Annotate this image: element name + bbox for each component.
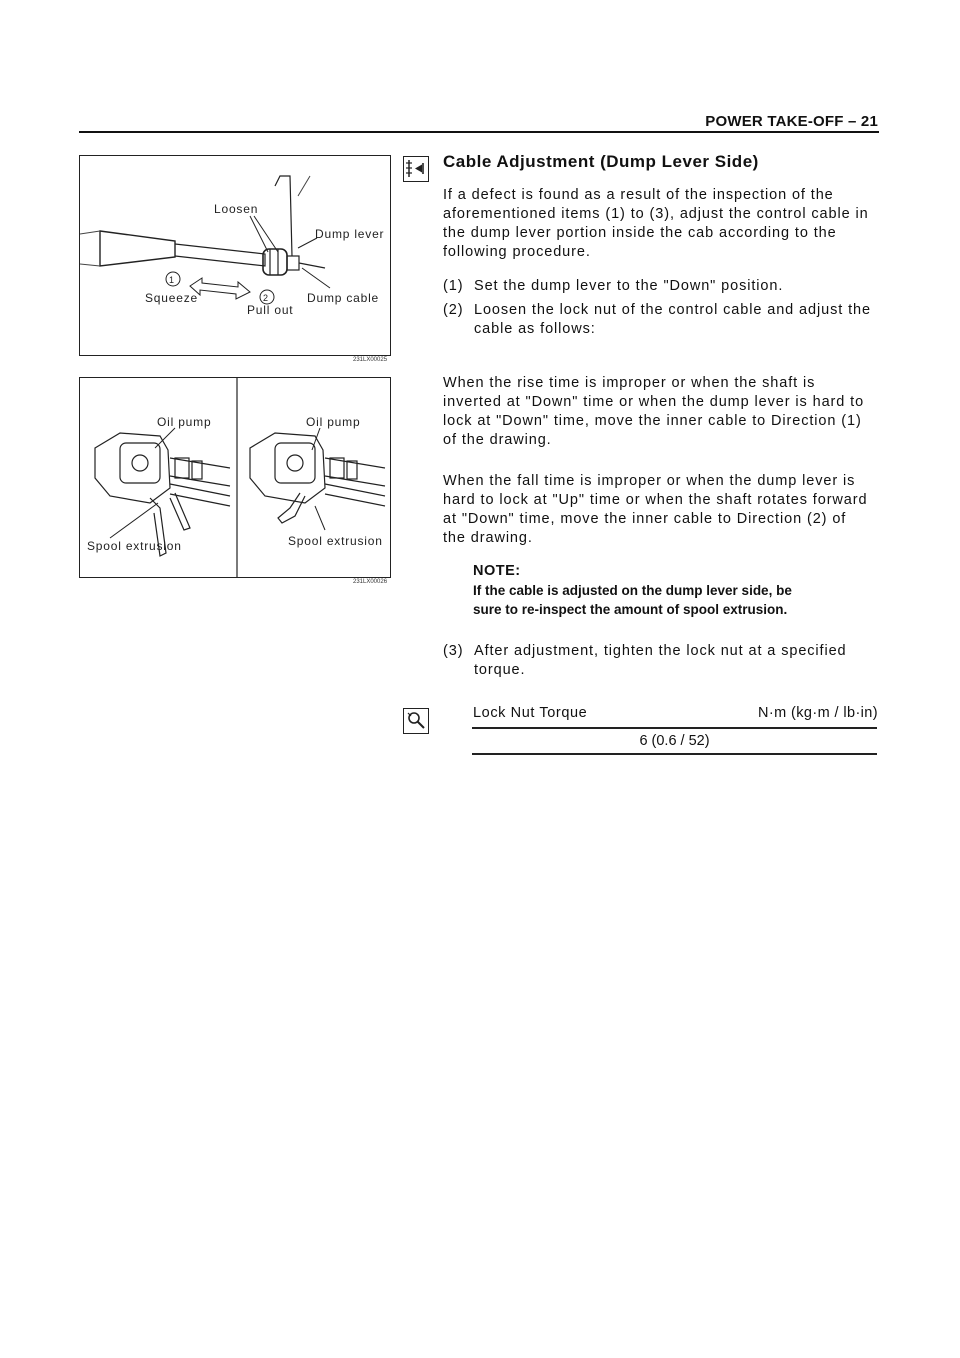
torque-value: 6 (0.6 / 52) xyxy=(639,733,710,749)
intro-line: If a defect is found as a result of the inspection of the xyxy=(443,187,834,203)
fall-line: hard to lock at "Up" time or when the shaft rotates forward xyxy=(443,492,868,508)
rise-line: lock at "Down" time, move the inner cable to Direction (1) xyxy=(443,413,862,429)
rise-line: When the rise time is improper or when the shaft is xyxy=(443,375,816,391)
figure-dump-lever-drawing xyxy=(80,156,390,355)
rise-line: of the drawing. xyxy=(443,432,552,448)
intro-line: the dump lever portion inside the cab according to the xyxy=(443,225,837,241)
figure-dump-lever xyxy=(79,155,391,356)
torque-table-rule-top xyxy=(472,727,877,729)
torque-unit: N·m (kg·m / lb·in) xyxy=(758,705,878,721)
fall-line: at "Down" time, move the inner cable to Direction (2) of xyxy=(443,511,847,527)
figure-oil-pump xyxy=(79,377,391,578)
step-3-number: (3) xyxy=(443,643,464,659)
note-body xyxy=(473,581,878,619)
fall-line: When the fall time is improper or when the dump lever is xyxy=(443,473,856,489)
step-3-text xyxy=(474,642,884,680)
label-loosen: Loosen xyxy=(214,202,259,216)
note-line: If the cable is adjusted on the dump lever side, be xyxy=(473,583,792,598)
step-2-text xyxy=(474,301,884,339)
step-3 xyxy=(443,642,888,682)
torque-label: Lock Nut Torque xyxy=(473,705,588,721)
step-1 xyxy=(443,277,888,297)
label-oil-pump-left: Oil pump xyxy=(157,415,212,429)
step-2-line: Loosen the lock nut of the control cable and adjust the xyxy=(474,302,871,318)
note-line: sure to re-inspect the amount of spool extrusion. xyxy=(473,602,788,617)
intro-line: aforementioned items (1) to (3), adjust the control cable in xyxy=(443,206,869,222)
rise-line: inverted at "Down" time or when the dump lever is hard to xyxy=(443,394,865,410)
fall-time-paragraph xyxy=(443,472,883,548)
intro-line: following procedure. xyxy=(443,244,591,260)
intro-paragraph xyxy=(443,186,883,262)
figure-oil-pump-id: 231LX00026 xyxy=(353,579,388,585)
label-squeeze: Squeeze xyxy=(145,291,198,305)
page-header-title: POWER TAKE-OFF – 21 xyxy=(705,113,878,130)
note-heading: NOTE: xyxy=(473,563,521,579)
label-dump-cable: Dump cable xyxy=(307,291,380,305)
rise-time-paragraph xyxy=(443,374,883,450)
step-1-text: Set the dump lever to the "Down" position. xyxy=(474,278,784,294)
label-spool-extrusion-right: Spool extrusion xyxy=(288,534,383,548)
step-2 xyxy=(443,301,888,341)
section-title: Cable Adjustment (Dump Lever Side) xyxy=(443,152,759,171)
step-1-number: (1) xyxy=(443,278,464,294)
step-3-line: torque. xyxy=(474,662,526,678)
label-dump-lever: Dump lever xyxy=(315,227,385,241)
step-3-line: After adjustment, tighten the lock nut at a specified xyxy=(474,643,847,659)
label-oil-pump-right: Oil pump xyxy=(306,415,361,429)
fall-line: the drawing. xyxy=(443,530,533,546)
label-spool-extrusion-left: Spool extrusion xyxy=(87,539,182,553)
figure-dump-lever-id: 231LX00025 xyxy=(353,357,388,363)
step-2-number: (2) xyxy=(443,302,464,318)
label-direction-1: 1 xyxy=(169,275,175,285)
torque-wrench-icon xyxy=(403,708,429,734)
header-rule xyxy=(79,131,879,133)
label-pull-out: Pull out xyxy=(247,303,294,317)
label-direction-2: 2 xyxy=(263,293,269,303)
step-2-line: cable as follows: xyxy=(474,321,596,337)
figure-oil-pump-drawing xyxy=(80,378,390,577)
adjustment-icon xyxy=(403,156,429,182)
torque-table-rule-bottom xyxy=(472,753,877,755)
